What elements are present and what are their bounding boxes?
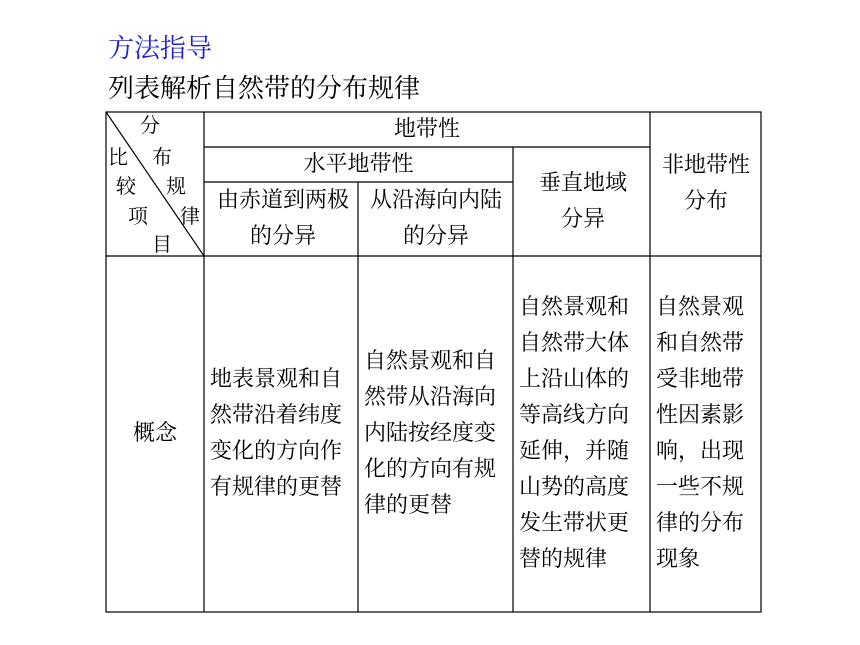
corner-label-top-3: 规 <box>166 174 186 198</box>
header-longitudinal-text: 从沿海向内陆的分异 <box>369 188 502 249</box>
header-horizontal-zonal <box>204 147 513 182</box>
corner-label-bottom-3: 项 <box>128 204 148 228</box>
corner-label-top-4: 律 <box>180 204 200 228</box>
header-horizontal-zonal-text: 水平地带性 <box>303 151 414 177</box>
header-latitudinal-text: 由赤道到两极的分异 <box>216 188 349 249</box>
section-heading: 方法指导 <box>108 34 213 64</box>
header-zonal <box>204 112 650 147</box>
row-label-concept <box>106 256 204 612</box>
header-vertical-text: 垂直地域分异 <box>538 170 627 232</box>
cell-latitudinal-concept <box>210 256 350 612</box>
cell-azonal-concept <box>656 256 756 612</box>
header-azonal-text: 非地带性分布 <box>661 153 750 214</box>
cell-azonal-concept-text: 自然景观和自然带受非地带性因素影响，出现一些不规律的分布现象 <box>656 295 745 572</box>
corner-label-top-2: 布 <box>152 145 172 169</box>
corner-label-bottom-4: 目 <box>152 232 172 256</box>
header-longitudinal <box>365 182 507 256</box>
cell-longitudinal-concept <box>364 256 506 612</box>
row-label-concept-text: 概念 <box>132 421 177 446</box>
header-latitudinal <box>212 182 354 256</box>
header-zonal-text: 地带性 <box>393 116 460 142</box>
section-subheading: 列表解析自然带的分布规律 <box>108 74 421 104</box>
corner-label-top-1: 分 <box>140 113 160 137</box>
header-azonal <box>658 112 754 256</box>
cell-longitudinal-concept-text: 自然景观和自然带从沿海向内陆按经度变化的方向有规律的更替 <box>364 349 497 518</box>
header-vertical <box>535 147 631 256</box>
cell-latitudinal-concept-text: 地表景观和自然带沿着纬度变化的方向作有规律的更替 <box>210 367 343 500</box>
cell-vertical-concept-text: 自然景观和自然带大体上沿山体的等高线方向延伸，并随山势的高度发生带状更替的规律 <box>519 295 630 572</box>
cell-vertical-concept <box>519 256 639 612</box>
corner-label-bottom-2: 较 <box>116 174 136 198</box>
corner-label-bottom-1: 比 <box>108 145 128 169</box>
